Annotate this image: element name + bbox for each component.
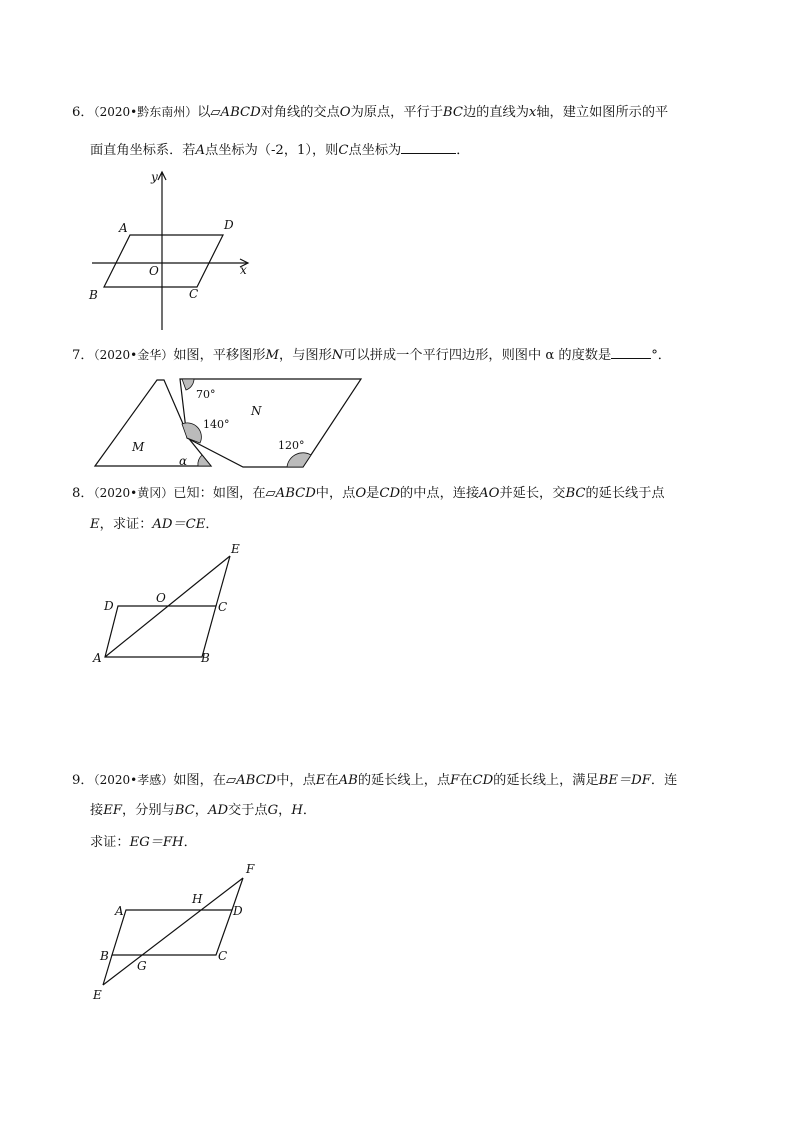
q6-text: 对角线的交点 bbox=[260, 105, 340, 120]
q9-text: 的延长线上，满足 bbox=[493, 773, 599, 788]
angle-140-mark bbox=[182, 423, 201, 443]
proof-goal: EG＝FH bbox=[129, 835, 184, 850]
shape-name: ABCD bbox=[220, 105, 261, 120]
q8-text: 的延长线于点 bbox=[585, 486, 665, 501]
parallelogram-symbol: ▱ bbox=[225, 773, 237, 788]
q6-figure bbox=[92, 172, 248, 330]
segment-label: AD bbox=[207, 803, 229, 818]
q6-text: 面直角坐标系．若 bbox=[90, 143, 196, 158]
parallelogram-symbol: ▱ bbox=[210, 105, 221, 120]
point-label: C bbox=[338, 143, 349, 158]
label-A: A bbox=[119, 221, 128, 235]
q9-text: 在 bbox=[325, 773, 339, 788]
angle-70-mark bbox=[182, 379, 194, 390]
angle-120-label: 120° bbox=[278, 439, 305, 452]
angle-140-label: 140° bbox=[203, 418, 230, 431]
segment-label: BC bbox=[565, 486, 586, 501]
point-label: E bbox=[315, 773, 326, 788]
segment-label: CD bbox=[472, 773, 494, 788]
label-A: A bbox=[93, 651, 102, 665]
point-label: F bbox=[450, 773, 460, 788]
label-C: C bbox=[218, 949, 228, 963]
q7-text-line1 bbox=[72, 345, 671, 365]
q9-text: 接 bbox=[90, 803, 104, 818]
label-N: N bbox=[251, 404, 262, 418]
axis-label: x bbox=[528, 105, 537, 120]
q9-text: ，分别与 bbox=[121, 803, 175, 818]
label-G: G bbox=[137, 959, 147, 973]
q7-number: 7． bbox=[72, 348, 94, 363]
segment-label: CD bbox=[379, 486, 401, 501]
parallelogram-symbol: ▱ bbox=[265, 486, 276, 501]
q6-source: （2020•黔东南州） bbox=[93, 105, 198, 119]
q9-text: 中，点 bbox=[276, 773, 316, 788]
q9-text-line2 bbox=[90, 802, 316, 820]
shape-label: M bbox=[265, 348, 280, 363]
label-D: D bbox=[224, 218, 234, 232]
q9-text: 的延长线上，点 bbox=[357, 773, 451, 788]
q6-text: 边的直线为 bbox=[462, 105, 529, 120]
q8-text: 并延长，交 bbox=[499, 486, 566, 501]
q9-text: ． bbox=[183, 835, 197, 850]
shape-label: N bbox=[331, 348, 344, 363]
q9-text: ． bbox=[302, 803, 317, 818]
q9-text: 交于点 bbox=[228, 803, 268, 818]
label-E: E bbox=[93, 988, 102, 1002]
segment-label: AO bbox=[479, 486, 500, 501]
segment-label: AB bbox=[338, 773, 358, 788]
q9-text: ．连 bbox=[650, 773, 678, 788]
label-B: B bbox=[89, 288, 98, 302]
point-label: G bbox=[267, 803, 279, 818]
point-label: H bbox=[291, 803, 303, 818]
point-label: E bbox=[90, 517, 100, 532]
condition: BE＝DF bbox=[598, 773, 651, 788]
label-alpha: α bbox=[179, 454, 188, 468]
angle-120-mark bbox=[287, 453, 311, 467]
point-label: A bbox=[195, 143, 206, 158]
parallelogram-abcd bbox=[105, 606, 216, 657]
q9-text: ， bbox=[194, 803, 208, 818]
q8-text: 中，点 bbox=[315, 486, 356, 501]
label-H: H bbox=[192, 892, 203, 906]
label-E: E bbox=[231, 542, 240, 556]
q7-text: ，与图形 bbox=[279, 348, 332, 363]
label-O: O bbox=[156, 591, 166, 605]
label-C: C bbox=[189, 287, 199, 301]
label-B: B bbox=[100, 949, 109, 963]
q8-text-line2 bbox=[90, 516, 219, 534]
q6-text: 为原点，平行于 bbox=[350, 105, 443, 120]
q9-text-line1 bbox=[72, 771, 677, 790]
q7-text: °． bbox=[651, 348, 671, 363]
q9-text: 如图，在 bbox=[173, 773, 226, 788]
q9-text-line3 bbox=[90, 834, 197, 852]
parallelogram-abcd bbox=[104, 235, 223, 287]
q8-text: 的中点，连接 bbox=[400, 486, 480, 501]
q9-figure bbox=[103, 878, 243, 985]
q6-text: ． bbox=[456, 143, 470, 158]
q9-text: 在 bbox=[459, 773, 473, 788]
q8-figure bbox=[105, 556, 230, 657]
q7-source: （2020•金华） bbox=[93, 348, 174, 362]
label-y: y bbox=[151, 170, 158, 184]
label-D: D bbox=[104, 599, 114, 613]
q8-source: （2020•黄冈） bbox=[93, 486, 174, 500]
label-B: B bbox=[201, 651, 210, 665]
label-O: O bbox=[149, 264, 159, 278]
label-x: x bbox=[240, 263, 247, 277]
point-label: O bbox=[339, 105, 351, 120]
segment-label: BC bbox=[174, 803, 195, 818]
angle-alpha-mark bbox=[198, 455, 211, 466]
q6-text: 点坐标为 bbox=[348, 143, 402, 158]
q9-text: ， bbox=[278, 803, 292, 818]
point-label: O bbox=[355, 486, 367, 501]
q9-source: （2020•孝感） bbox=[93, 773, 174, 787]
label-A: A bbox=[115, 904, 124, 918]
q6-text: 点坐标为（-2，1），则 bbox=[205, 143, 339, 158]
q9-number: 9． bbox=[72, 773, 94, 788]
label-D: D bbox=[233, 904, 243, 918]
proof-goal: AD＝CE bbox=[152, 517, 206, 532]
label-C: C bbox=[218, 600, 228, 614]
q8-text-line1 bbox=[72, 484, 665, 503]
angle-70-label: 70° bbox=[196, 388, 216, 401]
q7-text: 可以拼成一个平行四边形，则图中 α 的度数是 bbox=[343, 348, 612, 363]
q9-text: 求证： bbox=[90, 835, 130, 850]
q8-text: ，求证： bbox=[99, 517, 153, 532]
q7-text: 如图，平移图形 bbox=[173, 348, 266, 363]
shape-name: ABCD bbox=[236, 773, 277, 788]
answer-blank[interactable] bbox=[611, 345, 651, 359]
shape-M bbox=[95, 380, 211, 466]
label-M: M bbox=[132, 440, 145, 454]
q6-number: 6． bbox=[72, 105, 94, 120]
segment-EF bbox=[103, 878, 243, 985]
segment-label: EF bbox=[103, 803, 122, 818]
q8-number: 8． bbox=[72, 486, 94, 501]
label-F: F bbox=[246, 862, 255, 876]
q6-text: 以 bbox=[197, 105, 211, 120]
q8-text: 已知：如图，在 bbox=[173, 486, 266, 501]
q8-text: ． bbox=[205, 517, 219, 532]
q8-text: 是 bbox=[366, 486, 380, 501]
segment-label: BC bbox=[442, 105, 463, 120]
segment-CE bbox=[216, 556, 230, 606]
q6-text: 轴，建立如图所示的平 bbox=[536, 105, 669, 120]
shape-name: ABCD bbox=[275, 486, 316, 501]
